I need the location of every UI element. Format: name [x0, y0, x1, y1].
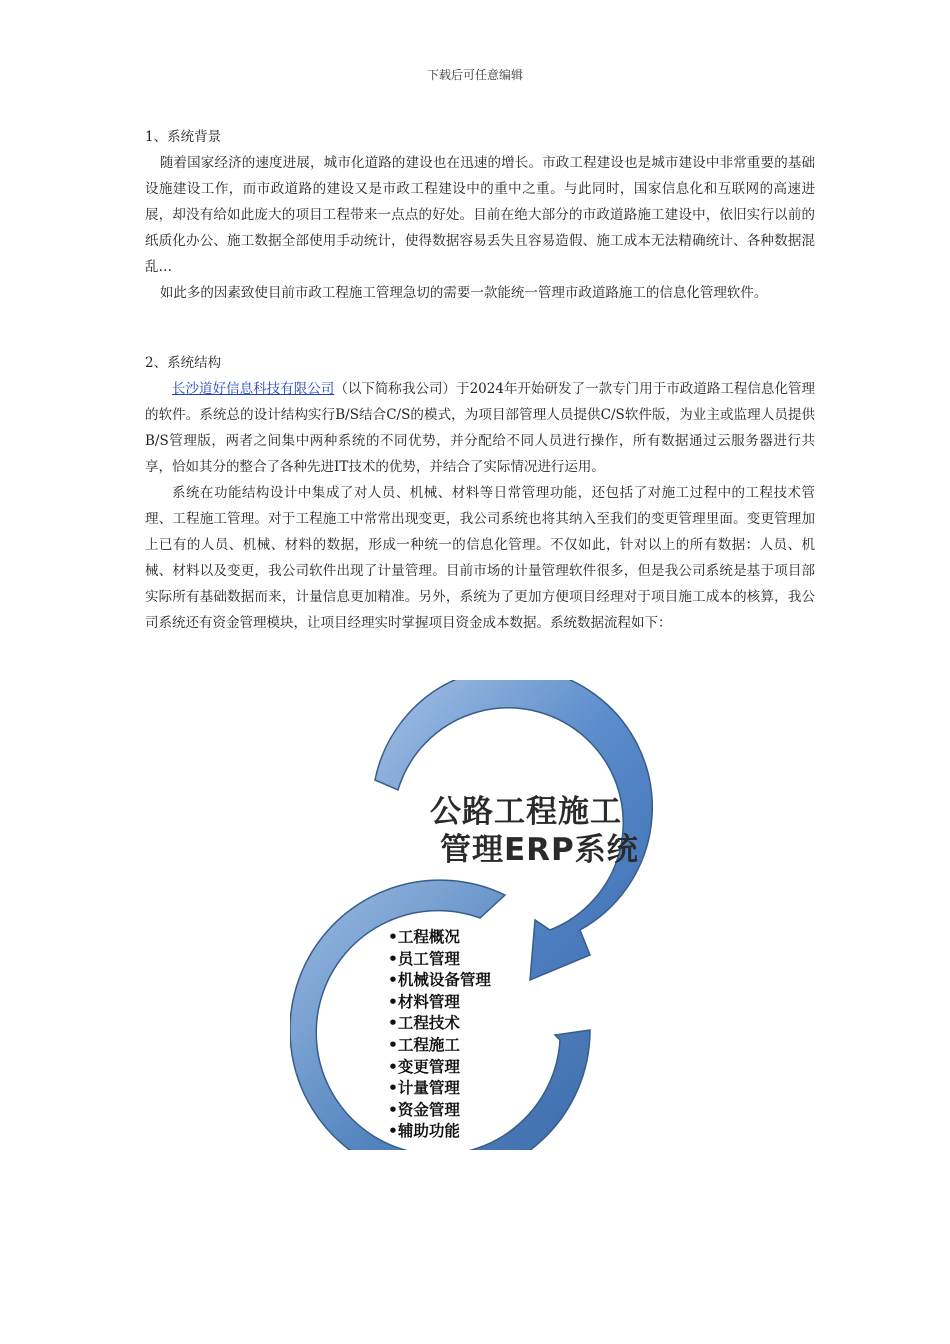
module-list [388, 927, 491, 1143]
page-header: 下载后可任意编辑 [426, 68, 523, 82]
section1-paragraph-2: 如此多的因素致使目前市政工程施工管理急切的需要一款能统一管理市政道路施工的信息化管理软件。 [159, 285, 768, 301]
module-item: •计量管理 [388, 1079, 460, 1098]
company-link[interactable]: 长沙道好信息科技有限公司 [172, 381, 335, 397]
module-item: •工程技术 [388, 1014, 460, 1033]
system-flow-diagram [290, 680, 670, 1150]
module-item: •工程概况 [388, 928, 460, 946]
section1-paragraph-1: 随着国家经济的速度进展，城市化道路的建设也在迅速的增长。市政工程建设也是城市建设中非常重要的基础设施建设工作，而市政道路的建设又是市政工程建设中的重中之重。与此同时，国家信息化和互联网的高速进展，却没有给如此庞大的项目工程带来一点点的好处。目前在绝大部分的市政道路施工建设中，依旧实行以前的纸质化办公、施工数据全部使用手动统计，使得数据容易丢失且容易造假、施工成本无法精确统计、各种数据混乱… [145, 155, 815, 275]
module-item: •机械设备管理 [388, 971, 491, 990]
spacer [145, 306, 815, 350]
section2-paragraph-1-text: （以下简称我公司）于2024年开始研发了一款专门用于市政道路工程信息化管理的软件。系统总的设计结构实行B/S结合C/S的模式，为项目部管理人员提供C/S软件版，为业主或监理人员提供B/S管理版，两者之间集中两种系统的不同优势，并分配给不同人员进行操作，所有数据通过云服务器进行共享，恰如其分的整合了各种先进IT技术的优势，并结合了实际情况进行运用。 [145, 381, 816, 475]
section2-paragraph-2: 系统在功能结构设计中集成了对人员、机械、材料等日常管理功能，还包括了对施工过程中的工程技术管理、工程施工管理。对于工程施工中常常出现变更，我公司系统也将其纳入至我们的变更管理里面。变更管理加上已有的人员、机械、材料的数据，形成一种统一的信息化管理。不仅如此，针对以上的所有数据：人员、机械、材料以及变更，我公司软件出现了计量管理。目前市场的计量管理软件很多，但是我公司系统是基于项目部实际所有基础数据而来，计量信息更加精准。另外，系统为了更加方便项目经理对于项目施工成本的核算，我公司系统还有资金管理模块，让项目经理实时掌握项目资金成本数据。系统数据流程如下： [145, 485, 815, 631]
diagram-title-line1: 公路工程施工 [430, 794, 622, 830]
module-item: •工程施工 [388, 1035, 460, 1054]
section2-paragraph-1 [145, 376, 815, 480]
module-item: •员工管理 [388, 949, 460, 968]
module-item: •辅助功能 [388, 1122, 460, 1141]
module-item: •材料管理 [388, 992, 460, 1011]
section1-heading: 1、系统背景 [145, 129, 222, 145]
document-body [145, 124, 815, 636]
module-item: •资金管理 [388, 1100, 460, 1119]
diagram-title-line2: 管理ERP系统 [440, 832, 639, 868]
module-item: •变更管理 [388, 1057, 460, 1076]
section2-heading: 2、系统结构 [145, 355, 222, 371]
